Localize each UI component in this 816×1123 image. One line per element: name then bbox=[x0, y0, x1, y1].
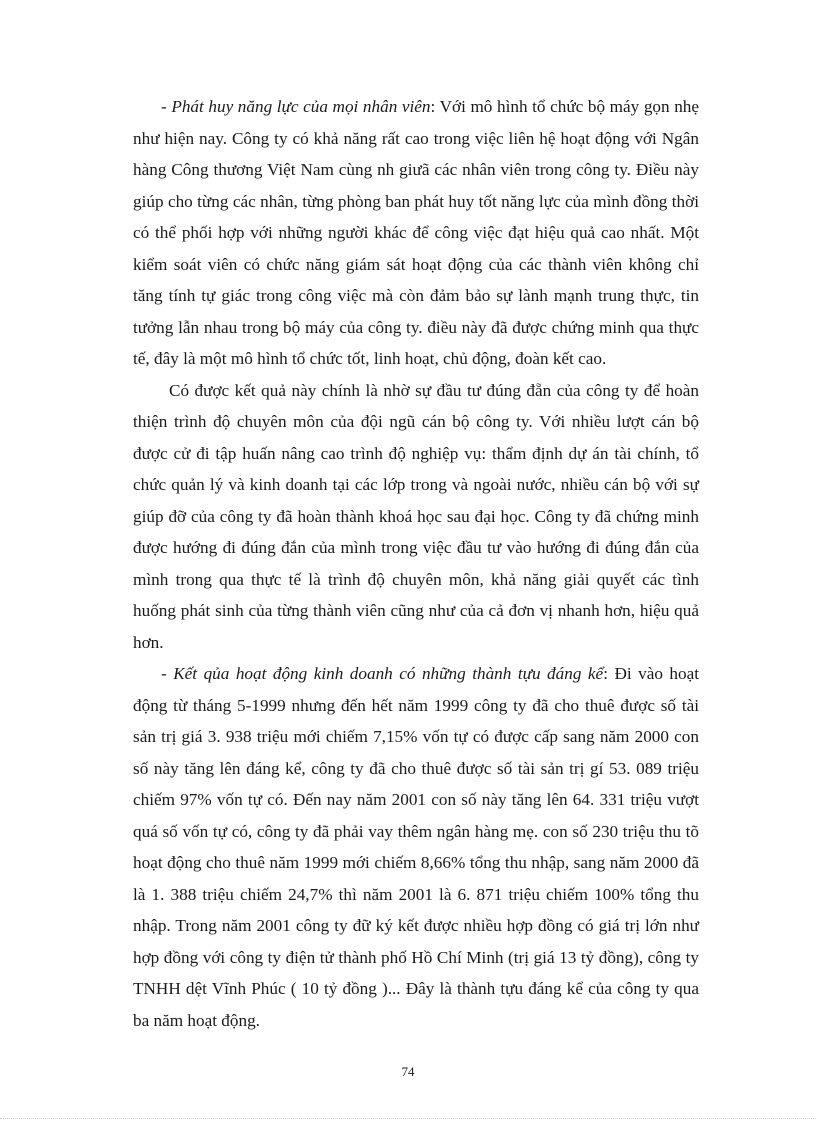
page-number: 74 bbox=[401, 1064, 415, 1079]
paragraph-text: Có được kết quả này chính là nhờ sự đầu tư đúng đẵn của công ty để hoàn thiện trình độ chuyên môn của đội ngũ cán bộ công ty. Với nhiều lượt cán bộ được cử đi tập huấn nâng cao trình độ nghiệp vụ: thẩm định dự án tài chính, tổ chức quản lý và kinh doanh tại các lớp trong và ngoài nước, nhiều cán bộ với sự giúp đỡ của công ty đã hoàn thành khoá học sau đại học. Công ty đã chứng minh được hướng đi đúng đắn của mình trong việc đầu tư vào hướng đi đúng đắn của mình trong qua thực tế là trình độ chuyên môn, khả năng giải quyết các tình huống phát sinh của từng thành viên cũng như của cả đơn vị nhanh hơn, hiệu quả hơn. bbox=[133, 380, 699, 652]
paragraph-business-results bbox=[133, 658, 699, 1036]
paragraph-staff-capability bbox=[133, 91, 699, 375]
body-text bbox=[133, 91, 699, 1036]
page-bottom-divider bbox=[0, 1118, 816, 1119]
paragraph-lead-heading: Kết qủa hoạt động kinh doanh có những thành tựu đáng kể bbox=[173, 664, 604, 683]
bullet-dash: - bbox=[161, 97, 172, 116]
paragraph-lead-heading: Phát huy năng lực của mọi nhân viên bbox=[171, 97, 431, 116]
paragraph-text: : Đi vào hoạt động từ tháng 5-1999 nhưng đến hết năm 1999 công ty đã cho thuê được số tài sản trị giá 3. 938 triệu mới chiếm 7,15% vốn tự có được cấp sang năm 2000 con số này tăng lên đáng kể, công ty đã cho thuê được số tài sản trị gí 53. 089 triệu chiếm 97% vốn tự có. Đến nay năm 2001 con số này tăng lên 64. 331 triệu vượt quá số vốn tự có, công ty đã phải vay thêm ngân hàng mẹ. con số 230 triệu thu tõ hoạt động cho thuê năm 1999 mới chiếm 8,66% tổng thu nhập, sang năm 2000 đã là 1. 388 triệu chiếm 24,7% thì năm 2001 là 6. 871 triệu chiếm 100% tổng thu nhập. Trong năm 2001 công ty đữ ký kết được nhiều hợp đồng có giá trị lớn như hợp đồng với công ty điện tử thành phố Hồ Chí Minh (trị giá 13 tỷ đồng), công ty TNHH dệt Vĩnh Phúc ( 10 tỷ đồng )... Đây là thành tựu đáng kể của công ty qua ba năm hoạt động. bbox=[133, 664, 700, 1030]
bullet-dash: - bbox=[161, 664, 174, 683]
paragraph-investment-results bbox=[133, 375, 699, 659]
paragraph-text: : Với mô hình tổ chức bộ máy gọn nhẹ như hiện nay. Công ty có khả năng rất cao trong việc liên hệ hoạt động với Ngân hàng Công thương Việt Nam cùng nh giưã các nhân viên trong công ty. Điều này giúp cho từng các nhân, từng phòng ban phát huy tốt năng lực của mình đồng thời có thể phối hợp với những người khác để công việc đạt hiệu quả cao nhất. Một kiểm soát viên có chức năng giám sát hoạt động của các thành viên không chỉ tăng tính tự giác trong công việc mà còn đảm bảo sự lành mạnh trung thực, tin tưởng lẫn nhau trong bộ máy của công ty. điều này đã được chứng minh qua thực tế, đây là một mô hình tổ chức tốt, linh hoạt, chủ động, đoàn kết cao. bbox=[133, 97, 700, 368]
